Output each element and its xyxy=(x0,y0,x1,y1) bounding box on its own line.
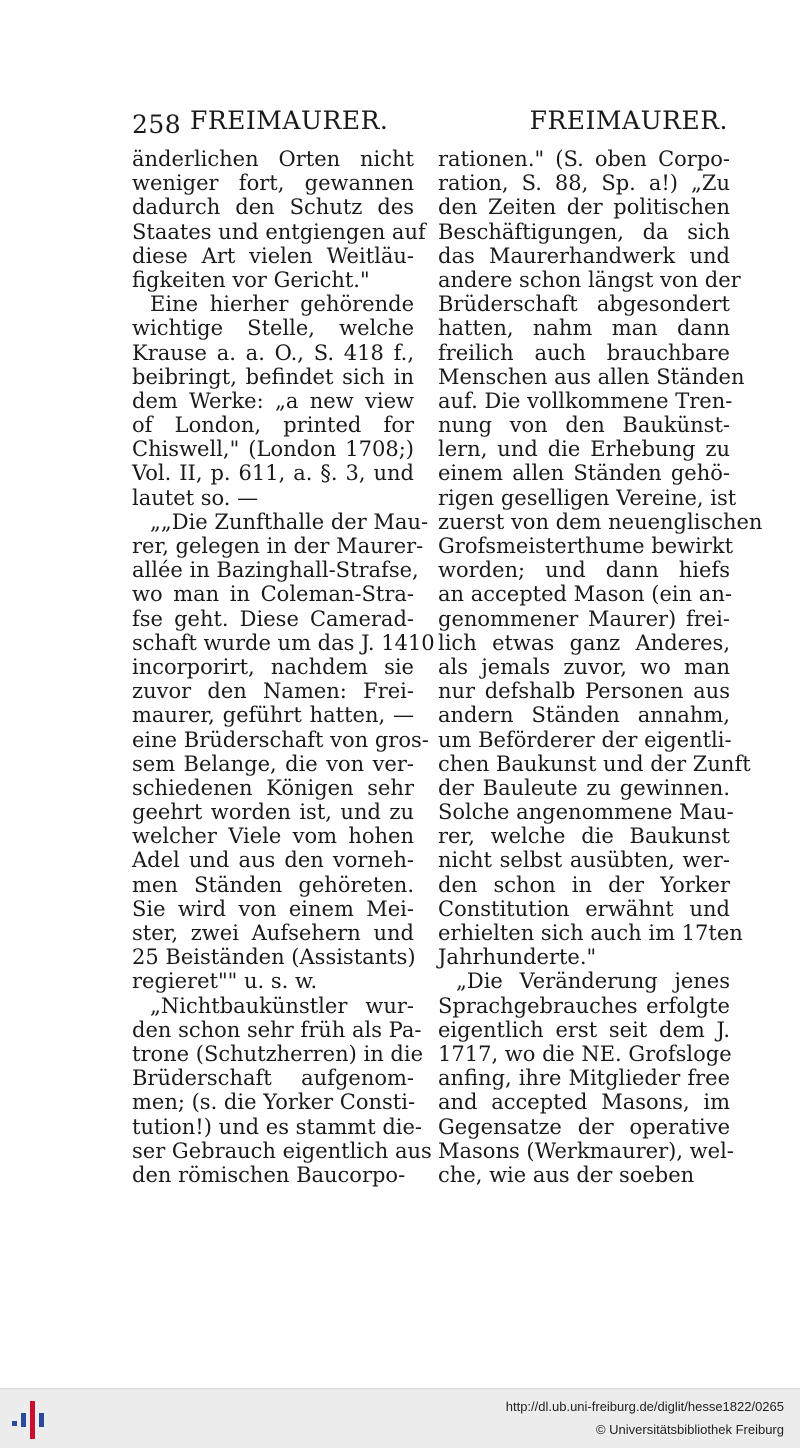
right-column-line: Menschen aus allen Ständen xyxy=(438,364,745,389)
copyright-notice: © Universitätsbibliothek Freiburg xyxy=(595,1422,784,1437)
right-column-line: genommener Maurer) frei- xyxy=(438,606,730,631)
left-column-line: incorporirt, nachdem sie xyxy=(132,654,414,679)
right-column-line: nung von den Baukünst- xyxy=(438,413,730,438)
left-column-line: Vol. II, p. 611, a. §. 3, und xyxy=(132,461,414,486)
header-title-left: FREIMAURER. xyxy=(190,106,389,135)
left-column-line: wichtige Stelle, welche xyxy=(132,316,414,341)
left-column-line: „„Die Zunfthalle der Mau- xyxy=(150,509,429,534)
right-column-line: Grofsmeisterthume bewirkt xyxy=(438,534,734,558)
header-title-right: FREIMAURER. xyxy=(529,106,728,135)
permalink-url[interactable]: http://dl.ub.uni-freiburg.de/diglit/hesse1822/0265 xyxy=(505,1399,784,1414)
right-column-line: den schon in der Yorker xyxy=(438,872,730,897)
right-column-line: Solche angenommene Mau- xyxy=(438,800,734,825)
right-column-line: erhielten sich auch im 17ten xyxy=(438,921,743,945)
running-header xyxy=(132,102,732,138)
left-column-line: dadurch den Schutz des xyxy=(132,195,414,220)
right-column-line: der Bauleute zu gewinnen. xyxy=(438,775,730,800)
right-column-line: eigentlich erst seit dem J. xyxy=(438,1017,730,1042)
left-column-line: beibringt, befindet sich in xyxy=(132,364,414,389)
right-column-line: Sprachgebrauches erfolgte xyxy=(438,993,730,1018)
left-column-line: Eine hierher gehörende xyxy=(150,292,414,317)
left-column-line: dem Werke: „a new view xyxy=(132,388,414,413)
left-column-line: diese Art vielen Weitläu- xyxy=(132,243,414,268)
left-column-line: Krause a. a. O., S. 418 f., xyxy=(132,340,414,365)
left-column-line: Adel und aus den vorneh- xyxy=(132,848,414,873)
right-column-line: Brüderschaft abgesondert xyxy=(438,292,730,317)
right-column-line: andere schon längst von der xyxy=(438,267,741,292)
right-column-line: rigen geselligen Vereine, ist xyxy=(438,485,737,510)
right-column-line: andern Ständen annahm, xyxy=(438,703,730,728)
right-column-line: an accepted Mason (ein an- xyxy=(438,582,732,607)
right-column-line: Jahrhunderte." xyxy=(438,945,597,970)
left-column-line: ster, zwei Aufsehern und xyxy=(132,921,414,945)
right-column-line: Beschäftigungen, da sich xyxy=(438,219,730,244)
page-number: 258 xyxy=(132,110,182,139)
right-column-line: Gegensatze der operative xyxy=(438,1114,730,1139)
left-column-line: Staates und entgiengen auf xyxy=(132,219,426,244)
left-column-line: den schon sehr früh als Pa- xyxy=(132,1017,422,1042)
right-column-line: hatten, nahm man dann xyxy=(438,316,730,341)
right-column-line: freilich auch brauchbare xyxy=(438,340,730,365)
right-column-line: rer, welche die Baukunst xyxy=(438,824,730,849)
left-column-line: wo man in Coleman-Stra- xyxy=(132,582,414,607)
right-column-line: den Zeiten der politischen xyxy=(438,195,730,220)
right-column-line: „Die Veränderung jenes xyxy=(456,969,730,994)
left-column-line: Sie wird von einem Mei- xyxy=(132,896,414,921)
right-column-line: worden; und dann hiefs xyxy=(438,558,730,583)
right-column-line: lern, und die Erhebung zu xyxy=(438,437,730,462)
left-column-line: allée in Bazinghall-Strafse, xyxy=(132,558,419,583)
right-column-line: and accepted Masons, im xyxy=(438,1090,730,1115)
right-column-line: nur defshalb Personen aus xyxy=(438,679,730,704)
ub-freiburg-logo-icon[interactable] xyxy=(12,1399,48,1439)
left-column-line: zuvor den Namen: Frei- xyxy=(132,679,414,704)
right-column-line: ration, S. 88, Sp. a!) „Zu xyxy=(438,171,730,196)
left-column-line: of London, printed for xyxy=(132,413,414,438)
left-column-line: schiedenen Königen sehr xyxy=(132,775,414,800)
left-column-line: rer, gelegen in der Maurer- xyxy=(132,534,424,558)
left-column-line: Chiswell," (London 1708;) xyxy=(132,437,414,462)
left-column-line: Brüderschaft aufgenom- xyxy=(132,1066,414,1091)
right-column-line: che, wie aus der soeben xyxy=(438,1162,695,1187)
right-column-line: zuerst von dem neuenglischen xyxy=(438,509,763,534)
right-column-line: Constitution erwähnt und xyxy=(438,896,730,921)
left-column-line: den römischen Baucorpo- xyxy=(132,1162,406,1187)
text-column-right xyxy=(438,147,763,1187)
left-column-line: regieret"" u. s. w. xyxy=(132,969,318,994)
left-column-line: welcher Viele vom hohen xyxy=(132,824,414,849)
left-column-line: tution!) und es stammt die- xyxy=(132,1114,423,1139)
left-column-line: geehrt worden ist, und zu xyxy=(132,800,414,825)
left-column-line: men Ständen gehöreten. xyxy=(132,872,414,897)
right-column-line: auf. Die vollkommene Tren- xyxy=(438,388,733,413)
right-column-line: 1717, wo die NE. Grofsloge xyxy=(438,1041,732,1066)
right-column-line: lich etwas ganz Anderes, xyxy=(438,630,730,655)
left-column-line: fse geht. Diese Camerad- xyxy=(132,606,414,631)
left-column-line: trone (Schutzherren) in die xyxy=(132,1041,423,1066)
right-column-line: anfing, ihre Mitglieder free xyxy=(438,1066,730,1091)
right-column-line: als jemals zuvor, wo man xyxy=(438,654,730,679)
left-column-line: änderlichen Orten nicht xyxy=(132,147,414,171)
right-column-line: das Maurerhandwerk und xyxy=(438,243,730,268)
left-column-line: ser Gebrauch eigentlich aus xyxy=(132,1138,432,1163)
left-column-line: sem Belange, die von ver- xyxy=(132,751,414,776)
right-column-line: Masons (Werkmaurer), wel- xyxy=(438,1138,734,1163)
left-column-line: maurer, geführt hatten, — xyxy=(132,703,414,728)
left-column-line: eine Brüderschaft von gros- xyxy=(132,727,429,752)
right-column-line: rationen." (S. oben Corpo- xyxy=(438,147,730,171)
right-column-line: um Beförderer der eigentli- xyxy=(438,727,732,752)
left-column-line: lautet so. — xyxy=(132,485,259,510)
right-column-line: chen Baukunst und der Zunft xyxy=(438,751,751,776)
left-column-line: 25 Beiständen (Assistants) xyxy=(132,945,416,970)
left-column-line: weniger fort, gewannen xyxy=(132,171,414,196)
text-column-left xyxy=(132,147,435,1187)
left-column-line: „Nichtbaukünstler wur- xyxy=(150,993,414,1018)
left-column-line: figkeiten vor Gericht." xyxy=(132,267,370,292)
left-column-line: schaft wurde um das J. 1410 xyxy=(132,630,435,655)
right-column-line: einem allen Ständen gehö- xyxy=(438,461,730,486)
left-column-line: men; (s. die Yorker Consti- xyxy=(132,1090,416,1115)
right-column-line: nicht selbst ausübten, wer- xyxy=(438,848,730,873)
viewer-footer xyxy=(0,1388,800,1448)
